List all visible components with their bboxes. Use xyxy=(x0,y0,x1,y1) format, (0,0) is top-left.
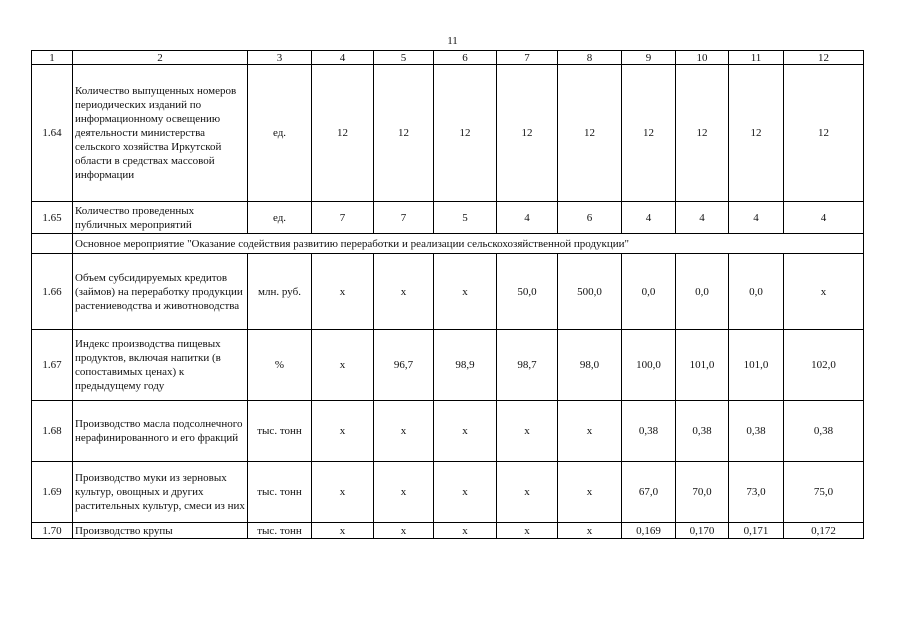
value-cell: 50,0 xyxy=(497,254,558,330)
value-cell: 98,0 xyxy=(558,330,622,401)
indicator-name: Производство крупы xyxy=(73,523,248,539)
table-row xyxy=(32,330,864,401)
table-row xyxy=(32,202,864,234)
value-cell: 100,0 xyxy=(622,330,676,401)
value-cell: х xyxy=(374,462,434,523)
value-cell: х xyxy=(434,401,497,462)
header-cell: 7 xyxy=(497,51,558,65)
value-cell: 0,38 xyxy=(729,401,784,462)
value-cell: х xyxy=(558,523,622,539)
value-cell: 0,38 xyxy=(622,401,676,462)
value-cell: 0,38 xyxy=(676,401,729,462)
header-cell: 12 xyxy=(784,51,864,65)
value-cell: 75,0 xyxy=(784,462,864,523)
row-number: 1.69 xyxy=(32,462,73,523)
page-number: 11 xyxy=(447,35,458,47)
value-cell: х xyxy=(312,462,374,523)
value-cell: х xyxy=(784,254,864,330)
value-cell: 500,0 xyxy=(558,254,622,330)
row-number: 1.68 xyxy=(32,401,73,462)
value-cell: 4 xyxy=(676,202,729,234)
indicator-name: Индекс производства пищевых продуктов, включая напитки (в сопоставимых ценах) к предыдущему году xyxy=(73,330,248,401)
table-row xyxy=(32,523,864,539)
value-cell: 98,7 xyxy=(497,330,558,401)
value-cell: 4 xyxy=(784,202,864,234)
unit: тыс. тонн xyxy=(248,462,312,523)
value-cell: 12 xyxy=(558,65,622,202)
value-cell: 12 xyxy=(497,65,558,202)
value-cell: 0,0 xyxy=(676,254,729,330)
value-cell: х xyxy=(497,462,558,523)
value-cell: х xyxy=(312,401,374,462)
value-cell: 73,0 xyxy=(729,462,784,523)
row-number: 1.66 xyxy=(32,254,73,330)
value-cell: х xyxy=(558,462,622,523)
header-cell: 11 xyxy=(729,51,784,65)
value-cell: 101,0 xyxy=(729,330,784,401)
table-row xyxy=(32,254,864,330)
table-row xyxy=(32,401,864,462)
value-cell: х xyxy=(434,523,497,539)
row-number: 1.67 xyxy=(32,330,73,401)
value-cell: 12 xyxy=(312,65,374,202)
value-cell: 7 xyxy=(374,202,434,234)
value-cell: 0,169 xyxy=(622,523,676,539)
header-cell: 8 xyxy=(558,51,622,65)
value-cell: 12 xyxy=(434,65,497,202)
header-cell: 4 xyxy=(312,51,374,65)
section-row xyxy=(32,234,864,254)
value-cell: х xyxy=(374,254,434,330)
header-cell: 3 xyxy=(248,51,312,65)
indicators-table xyxy=(31,50,864,539)
indicator-name: Объем субсидируемых кредитов (займов) на переработку продукции растениеводства и животноводства xyxy=(73,254,248,330)
value-cell: х xyxy=(434,462,497,523)
indicator-name: Производство масла подсолнечного нерафинированного и его фракций xyxy=(73,401,248,462)
value-cell: х xyxy=(312,254,374,330)
value-cell: 102,0 xyxy=(784,330,864,401)
table-row xyxy=(32,462,864,523)
indicator-name: Производство муки из зерновых культур, овощных и других растительных культур, смеси из них xyxy=(73,462,248,523)
indicator-name: Количество проведенных публичных мероприятий xyxy=(73,202,248,234)
value-cell: 0,171 xyxy=(729,523,784,539)
value-cell: 0,0 xyxy=(729,254,784,330)
value-cell: 67,0 xyxy=(622,462,676,523)
value-cell: х xyxy=(312,330,374,401)
value-cell: 12 xyxy=(729,65,784,202)
header-cell: 1 xyxy=(32,51,73,65)
value-cell: 12 xyxy=(622,65,676,202)
value-cell: 98,9 xyxy=(434,330,497,401)
header-cell: 5 xyxy=(374,51,434,65)
row-number: 1.65 xyxy=(32,202,73,234)
value-cell: х xyxy=(434,254,497,330)
value-cell: 70,0 xyxy=(676,462,729,523)
value-cell: 4 xyxy=(729,202,784,234)
value-cell: 0,170 xyxy=(676,523,729,539)
header-row xyxy=(32,51,864,65)
value-cell: 0,0 xyxy=(622,254,676,330)
value-cell: 4 xyxy=(622,202,676,234)
value-cell: х xyxy=(558,401,622,462)
indicator-name: Количество выпущенных номеров периодических изданий по информационному освещению деятельности министерства сельского хозяйства Иркутской области в средствах массовой информации xyxy=(73,65,248,202)
value-cell: 7 xyxy=(312,202,374,234)
value-cell: х xyxy=(312,523,374,539)
header-cell: 10 xyxy=(676,51,729,65)
value-cell: 12 xyxy=(374,65,434,202)
value-cell: 0,38 xyxy=(784,401,864,462)
value-cell: 6 xyxy=(558,202,622,234)
section-number-cell xyxy=(32,234,73,254)
value-cell: 12 xyxy=(784,65,864,202)
unit: млн. руб. xyxy=(248,254,312,330)
unit: тыс. тонн xyxy=(248,523,312,539)
section-title: Основное мероприятие "Оказание содействия развитию переработки и реализации сельскохозяйственной продукции" xyxy=(73,234,864,254)
value-cell: 101,0 xyxy=(676,330,729,401)
header-cell: 9 xyxy=(622,51,676,65)
value-cell: х xyxy=(374,523,434,539)
header-cell: 6 xyxy=(434,51,497,65)
table-row xyxy=(32,65,864,202)
value-cell: х xyxy=(497,401,558,462)
row-number: 1.70 xyxy=(32,523,73,539)
value-cell: 96,7 xyxy=(374,330,434,401)
unit: % xyxy=(248,330,312,401)
value-cell: х xyxy=(497,523,558,539)
unit: ед. xyxy=(248,65,312,202)
row-number: 1.64 xyxy=(32,65,73,202)
value-cell: х xyxy=(374,401,434,462)
unit: ед. xyxy=(248,202,312,234)
value-cell: 5 xyxy=(434,202,497,234)
value-cell: 4 xyxy=(497,202,558,234)
header-cell: 2 xyxy=(73,51,248,65)
unit: тыс. тонн xyxy=(248,401,312,462)
value-cell: 12 xyxy=(676,65,729,202)
value-cell: 0,172 xyxy=(784,523,864,539)
